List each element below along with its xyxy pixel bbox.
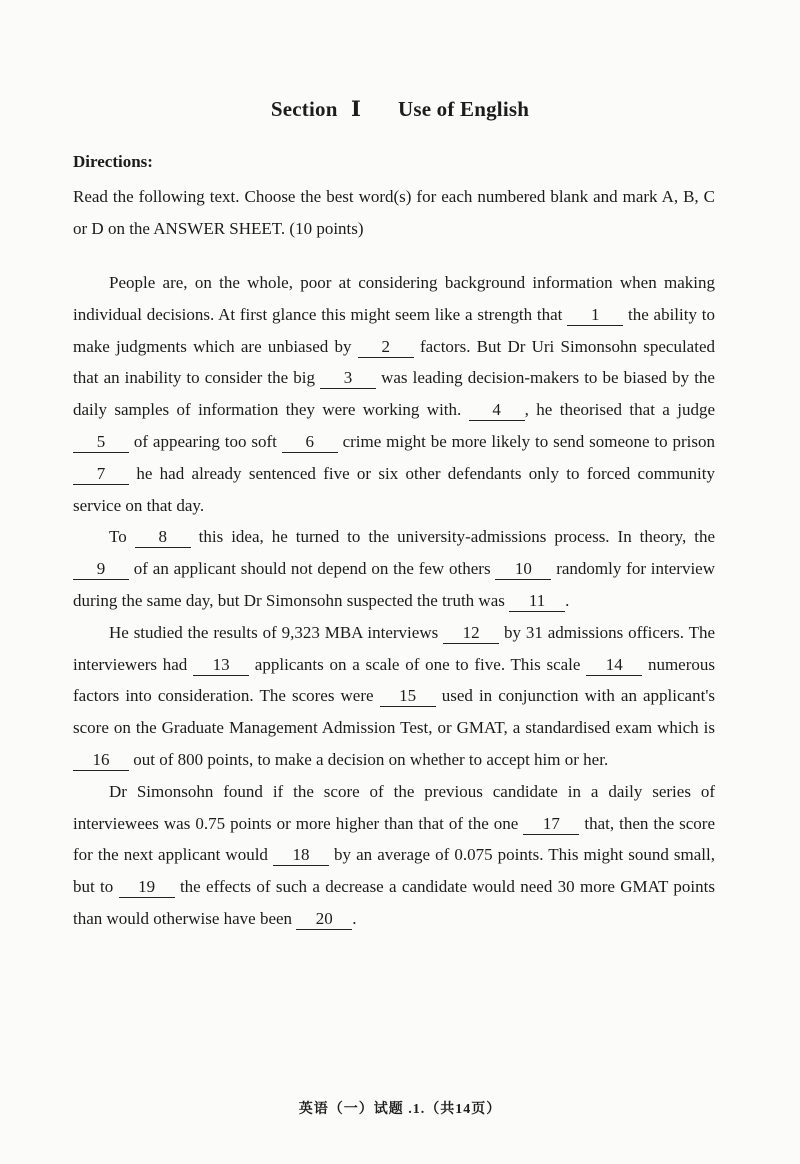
passage-text: People are, on the whole, poor at considering background information when making individual decisions. At first glance this might seem like a strength that <box>73 273 715 324</box>
blank-19: 19 <box>119 877 175 898</box>
blank-6: 6 <box>282 432 338 453</box>
passage-text: . <box>352 908 357 928</box>
passage-paragraph <box>73 776 715 935</box>
passage-text: of an applicant should not depend on the few others <box>129 559 496 579</box>
blank-7: 7 <box>73 464 129 485</box>
blank-14: 14 <box>586 655 642 676</box>
blank-3: 3 <box>320 368 376 389</box>
passage-paragraph <box>73 617 715 776</box>
passage-text: He studied the results of 9,323 MBA interviews <box>109 622 444 642</box>
passage-text: , he theorised that a judge <box>524 400 715 420</box>
blank-12: 12 <box>443 623 499 644</box>
directions-text-block <box>73 181 715 245</box>
blank-11: 11 <box>509 591 565 612</box>
blank-9: 9 <box>73 559 129 580</box>
passage-text: randomly for interview during the same day, but Dr Simonsohn suspected the truth was <box>73 559 715 610</box>
passage-text: Dr Simonsohn found if the score of the previous candidate in a daily series of interviewees was 0.75 points or more higher than that of the one <box>73 781 715 833</box>
passage-text: by 31 admissions officers. The interviewers had <box>73 622 715 674</box>
passage-text: . <box>565 590 570 610</box>
blank-17: 17 <box>523 814 579 835</box>
passage-text: by an average of 0.075 points. This might sound small, but to <box>73 845 715 897</box>
passage-text: crime might be more likely to send someone to prison <box>337 431 715 451</box>
blank-4: 4 <box>469 400 525 421</box>
passage <box>73 267 715 935</box>
directions-heading: Directions: <box>73 152 153 171</box>
section-prefix: Section <box>270 97 338 121</box>
passage-text: applicants on a scale of one to five. This scale <box>249 654 587 674</box>
blank-18: 18 <box>273 845 329 866</box>
blank-16: 16 <box>73 750 129 771</box>
passage-text: that, then the score for the next applicant would <box>73 813 715 865</box>
blank-5: 5 <box>73 432 129 453</box>
passage-text: he had already sentenced five or six other defendants only to forced community service on that day. <box>73 463 715 515</box>
blank-10: 10 <box>495 559 551 580</box>
directions-text: Read the following text. Choose the best word(s) for each numbered blank and mark A, B, C or D on the ANSWER SHEET. (10 points) <box>73 187 715 238</box>
blank-2: 2 <box>358 337 414 358</box>
passage-text: was leading decision-makers to be biased by the daily samples of information they were working with. <box>73 368 715 420</box>
blank-13: 13 <box>193 655 249 676</box>
blank-15: 15 <box>380 686 436 707</box>
passage-text: of appearing too soft <box>129 431 282 451</box>
passage-paragraph <box>73 267 715 521</box>
section-numeral: Ⅰ <box>351 97 362 121</box>
passage-text: the effects of such a decrease a candidate would need 30 more GMAT points than would otherwise have been <box>73 877 715 928</box>
passage-text: numerous factors into consideration. The scores were <box>73 654 715 706</box>
section-name: Use of English <box>397 97 530 121</box>
passage-text: used in conjunction with an applicant's score on the Graduate Management Admission Test, or GMAT, a standardised exam which is <box>73 686 715 738</box>
page-footer: 英语（一）试题 .1.（共14页） <box>298 1102 502 1117</box>
passage-text: this idea, he turned to the university-admissions process. In theory, the <box>190 527 716 547</box>
passage-paragraph <box>73 521 715 616</box>
blank-1: 1 <box>567 305 623 326</box>
passage-text: out of 800 points, to make a decision on whether to accept him or her. <box>129 749 609 769</box>
passage-text: To <box>109 527 135 547</box>
passage-text: factors. But Dr Uri Simonsohn speculated that an inability to consider the big <box>73 336 715 388</box>
blank-8: 8 <box>135 527 191 548</box>
blank-20: 20 <box>296 909 352 930</box>
section-title <box>0 96 800 122</box>
passage-text: the ability to make judgments which are unbiased by <box>73 304 715 356</box>
